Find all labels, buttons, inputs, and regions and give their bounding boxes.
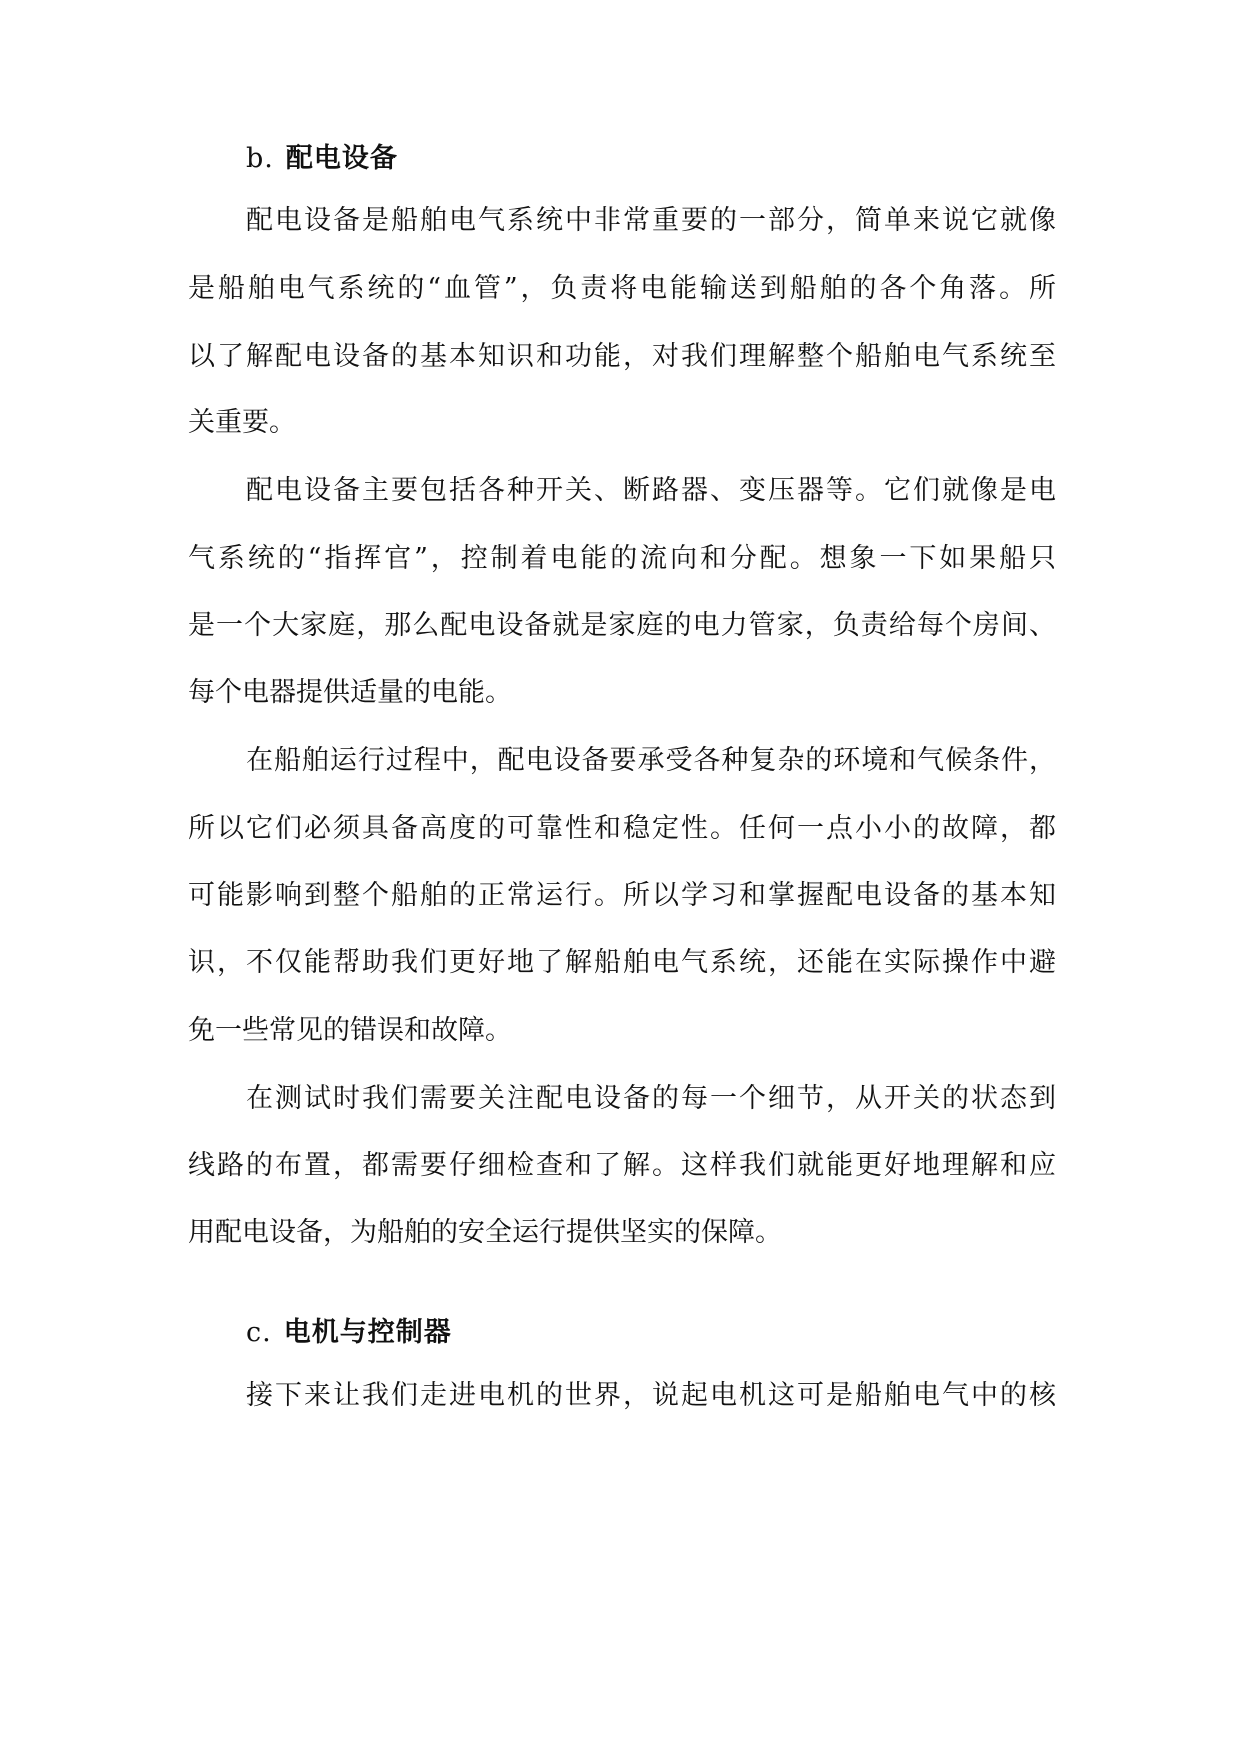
- section-title: 配电设备: [285, 143, 398, 174]
- paragraph-line: 用配电设备，为船舶的安全运行提供坚实的保障。: [188, 1217, 782, 1248]
- paragraph-line: 识，不仅能帮助我们更好地了解船舶电气系统，还能在实际操作中避: [188, 947, 1056, 978]
- paragraph-line: 可能影响到整个船舶的正常运行。所以学习和掌握配电设备的基本知: [188, 880, 1056, 911]
- paragraph-line: 配电设备是船舶电气系统中非常重要的一部分，简单来说它就像: [246, 205, 1056, 236]
- paragraph-line: 是船舶电气系统的“血管”，负责将电能输送到船舶的各个角落。所: [188, 273, 1056, 304]
- paragraph-line: 在测试时我们需要关注配电设备的每一个细节，从开关的状态到: [246, 1083, 1056, 1114]
- paragraph-line: 所以它们必须具备高度的可靠性和稳定性。任何一点小小的故障，都: [188, 813, 1056, 844]
- paragraph-line: 是一个大家庭，那么配电设备就是家庭的电力管家，负责给每个房间、: [188, 610, 1056, 641]
- paragraph-line: 接下来让我们走进电机的世界，说起电机这可是船舶电气中的核: [246, 1380, 1056, 1411]
- section-marker: c.: [246, 1317, 272, 1348]
- paragraph-line: 配电设备主要包括各种开关、断路器、变压器等。它们就像是电: [246, 475, 1056, 506]
- section-title: 电机与控制器: [283, 1317, 452, 1348]
- section-marker: b.: [246, 143, 274, 174]
- paragraph-line: 以了解配电设备的基本知识和功能，对我们理解整个船舶电气系统至: [188, 341, 1056, 372]
- section-heading-b: [246, 136, 398, 175]
- paragraph-line: 气系统的“指挥官”，控制着电能的流向和分配。想象一下如果船只: [188, 543, 1056, 574]
- paragraph-line: 在船舶运行过程中，配电设备要承受各种复杂的环境和气候条件，: [246, 745, 1056, 776]
- paragraph-line: 关重要。: [188, 407, 296, 438]
- section-heading-c: [246, 1310, 452, 1349]
- paragraph-line: 免一些常见的错误和故障。: [188, 1015, 512, 1046]
- paragraph-line: 线路的布置，都需要仔细检查和了解。这样我们就能更好地理解和应: [188, 1150, 1056, 1181]
- paragraph-line: 每个电器提供适量的电能。: [188, 677, 512, 708]
